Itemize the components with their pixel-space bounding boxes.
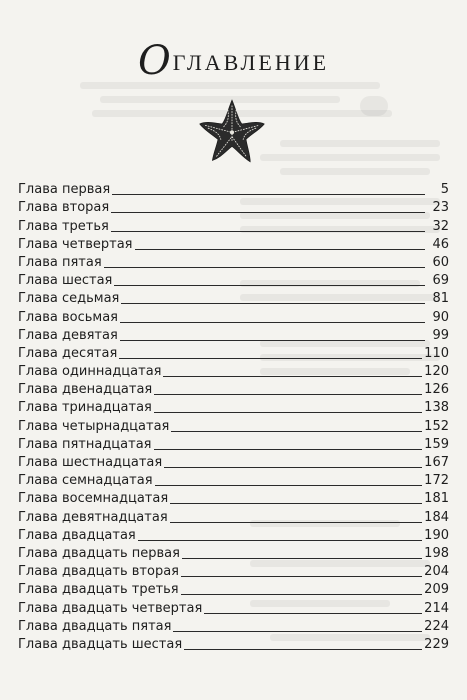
toc-entry — [18, 344, 449, 362]
toc-entry-chapter: Глава седьмая — [18, 291, 120, 307]
toc-entry — [18, 453, 449, 471]
toc-entry-leader — [114, 285, 425, 286]
toc-entry-leader — [138, 540, 422, 541]
toc-entry — [18, 562, 449, 580]
toc-entry-leader — [154, 394, 422, 395]
toc-entry-page: 32 — [432, 218, 449, 234]
toc-entry-leader — [182, 558, 422, 559]
toc-entry-chapter: Глава двадцать шестая — [18, 636, 183, 652]
toc-entry — [18, 398, 449, 416]
toc-entry-leader — [170, 522, 423, 523]
toc-entry-page: 198 — [424, 545, 449, 561]
toc-entry-chapter: Глава двадцать первая — [18, 545, 180, 561]
toc-entry-chapter: Глава двенадцатая — [18, 382, 153, 398]
toc-entry-leader — [135, 249, 426, 250]
starfish-icon — [197, 96, 267, 166]
toc-entry — [18, 271, 449, 289]
toc-entry-chapter: Глава восемнадцатая — [18, 491, 169, 507]
toc-title — [0, 38, 467, 84]
toc-entry-page: 229 — [424, 636, 449, 652]
toc-entry-page: 224 — [424, 618, 449, 634]
toc-entry-chapter: Глава первая — [18, 182, 111, 198]
toc-entry-chapter: Глава шестнадцатая — [18, 455, 163, 470]
toc-entry — [18, 471, 449, 489]
toc-entry — [18, 307, 449, 325]
toc-entry-leader — [171, 431, 422, 432]
toc-entry — [18, 489, 449, 507]
toc-entry — [18, 216, 449, 234]
toc-entry — [18, 362, 449, 380]
toc-entry-page: 69 — [432, 273, 449, 289]
toc-entry-chapter: Глава девятая — [18, 327, 118, 343]
toc-entry-leader — [173, 631, 422, 632]
toc-entry — [18, 435, 449, 453]
toc-entry-leader — [121, 303, 425, 304]
toc-entry-leader — [170, 503, 422, 504]
toc-entry-page: 172 — [424, 473, 449, 489]
toc-entry-leader — [204, 613, 422, 614]
toc-entry — [18, 598, 449, 616]
toc-entry-chapter: Глава двадцатая — [18, 527, 136, 543]
toc-entry — [18, 617, 449, 635]
toc-entry-leader — [111, 231, 425, 232]
toc-entry-page: 5 — [440, 182, 449, 198]
toc-entry-page: 23 — [432, 200, 449, 216]
toc-entry-leader — [119, 358, 422, 359]
toc-entry-chapter: Глава третья — [18, 218, 109, 234]
toc-entry-chapter: Глава двадцать вторая — [18, 564, 179, 580]
toc-entry-page: 46 — [432, 236, 449, 252]
toc-entry-chapter: Глава четвертая — [18, 236, 133, 252]
toc-entry-leader — [154, 412, 422, 413]
toc-entry-chapter: Глава двадцать пятая — [18, 618, 172, 634]
toc-entry-leader — [120, 340, 425, 341]
toc-entry-leader — [111, 212, 425, 213]
toc-entry-page: 120 — [424, 364, 449, 380]
toc-entry-page: 99 — [432, 327, 449, 343]
toc-entry — [18, 635, 449, 653]
toc-entry-page: 209 — [424, 582, 449, 598]
toc-entry-page: 110 — [424, 345, 449, 361]
toc-entry-leader — [164, 467, 422, 468]
toc-title-rest: ГЛАВЛЕНИЕ — [172, 50, 330, 75]
toc-entry-page: 184 — [424, 509, 449, 525]
toc-entry-page: 152 — [424, 418, 449, 434]
toc-entry-leader — [184, 649, 422, 650]
toc-entry-chapter: Глава пятнадцатая — [18, 436, 152, 452]
toc-entry-chapter: Глава девятнадцатая — [18, 509, 168, 525]
toc-entry — [18, 289, 449, 307]
toc-entry-chapter: Глава двадцать четвертая — [18, 600, 203, 616]
toc-entry-leader — [112, 194, 425, 195]
toc-entry-page: 90 — [432, 309, 449, 325]
toc-entry-page: 60 — [432, 254, 449, 270]
toc-entry-page: 181 — [424, 491, 449, 507]
toc-entry — [18, 380, 449, 398]
toc-entry-leader — [181, 594, 423, 595]
toc-entry — [18, 580, 449, 598]
toc-entry — [18, 416, 449, 434]
toc-entry-chapter: Глава вторая — [18, 200, 110, 216]
toc-entry-leader — [120, 322, 425, 323]
toc-entry-chapter: Глава семнадцатая — [18, 473, 153, 489]
toc-entry-page: 204 — [424, 564, 449, 580]
toc-entry-page: 214 — [424, 600, 449, 616]
toc-entry-leader — [163, 376, 422, 377]
toc-entry — [18, 198, 449, 216]
toc-entry-page: 159 — [424, 436, 449, 452]
toc-entry-page: 190 — [424, 527, 449, 543]
toc-entry-chapter: Глава тринадцатая — [18, 400, 152, 416]
toc-entry-page: 138 — [424, 400, 449, 416]
toc-entry-leader — [181, 576, 422, 577]
toc-entry-chapter: Глава десятая — [18, 345, 118, 361]
toc-entry-chapter: Глава пятая — [18, 254, 102, 270]
toc-entry-page: 167 — [424, 455, 449, 470]
toc-entry — [18, 544, 449, 562]
toc-entry-leader — [155, 485, 423, 486]
toc-entry-page: 81 — [432, 291, 449, 307]
toc-entry-leader — [104, 267, 425, 268]
toc-entry — [18, 180, 449, 198]
toc-entry-chapter: Глава шестая — [18, 273, 113, 289]
toc-entry — [18, 526, 449, 544]
toc-entry-chapter: Глава двадцать третья — [18, 582, 179, 598]
toc-title-initial: О — [137, 38, 173, 84]
toc-entry — [18, 507, 449, 525]
toc-entry — [18, 326, 449, 344]
toc-entry-chapter: Глава четырнадцатая — [18, 418, 170, 434]
toc-entry-leader — [154, 449, 423, 450]
toc-entry-chapter: Глава восьмая — [18, 309, 118, 325]
toc-entry-page: 126 — [424, 382, 449, 398]
toc-entry-chapter: Глава одиннадцатая — [18, 364, 162, 380]
toc-list — [18, 180, 449, 653]
toc-entry — [18, 253, 449, 271]
toc-entry — [18, 235, 449, 253]
